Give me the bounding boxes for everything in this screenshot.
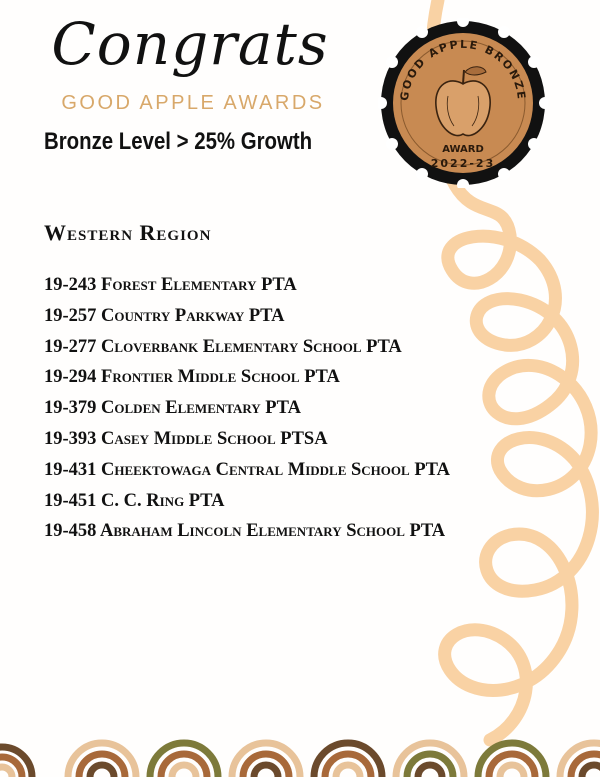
list-item: 19-257 Country Parkway PTA: [44, 305, 285, 326]
decorative-rainbow-border: [0, 730, 600, 777]
list-item: 19-451 C. C. Ring PTA: [44, 490, 225, 511]
page-subtitle: GOOD APPLE AWARDS: [61, 92, 325, 114]
rainbow-icon: [0, 747, 32, 777]
list-item: 19-243 Forest Elementary PTA: [44, 275, 297, 295]
list-item: 19-277 Cloverbank Elementary School PTA: [44, 336, 402, 357]
rainbow-icon: [68, 743, 136, 777]
bronze-award-badge: [378, 18, 548, 188]
badge-year: 2022-23: [430, 157, 496, 170]
list-item: 19-458 Abraham Lincoln Elementary School PTA: [44, 521, 446, 542]
award-list: [44, 270, 450, 547]
list-item: 19-431 Cheektowaga Central Middle School PTA: [44, 459, 450, 480]
badge-arc-text: GOOD APPLE BRONZE: [397, 37, 529, 102]
rainbow-icon: [396, 743, 464, 777]
rainbow-icon: [232, 743, 300, 777]
region-heading: Western Region: [44, 220, 212, 245]
rainbow-icon: [150, 743, 218, 777]
page-title: Congrats: [51, 10, 329, 78]
badge-award-label: AWARD: [442, 144, 484, 155]
rainbow-icon: [560, 743, 600, 777]
list-item: 19-379 Colden Elementary PTA: [44, 398, 301, 419]
rainbow-icon: [314, 743, 382, 777]
list-item: 19-294 Frontier Middle School PTA: [44, 367, 340, 388]
rainbow-icon: [478, 743, 546, 777]
level-heading: Bronze Level > 25% Growth: [44, 128, 313, 155]
list-item: 19-393 Casey Middle School PTSA: [44, 428, 328, 449]
